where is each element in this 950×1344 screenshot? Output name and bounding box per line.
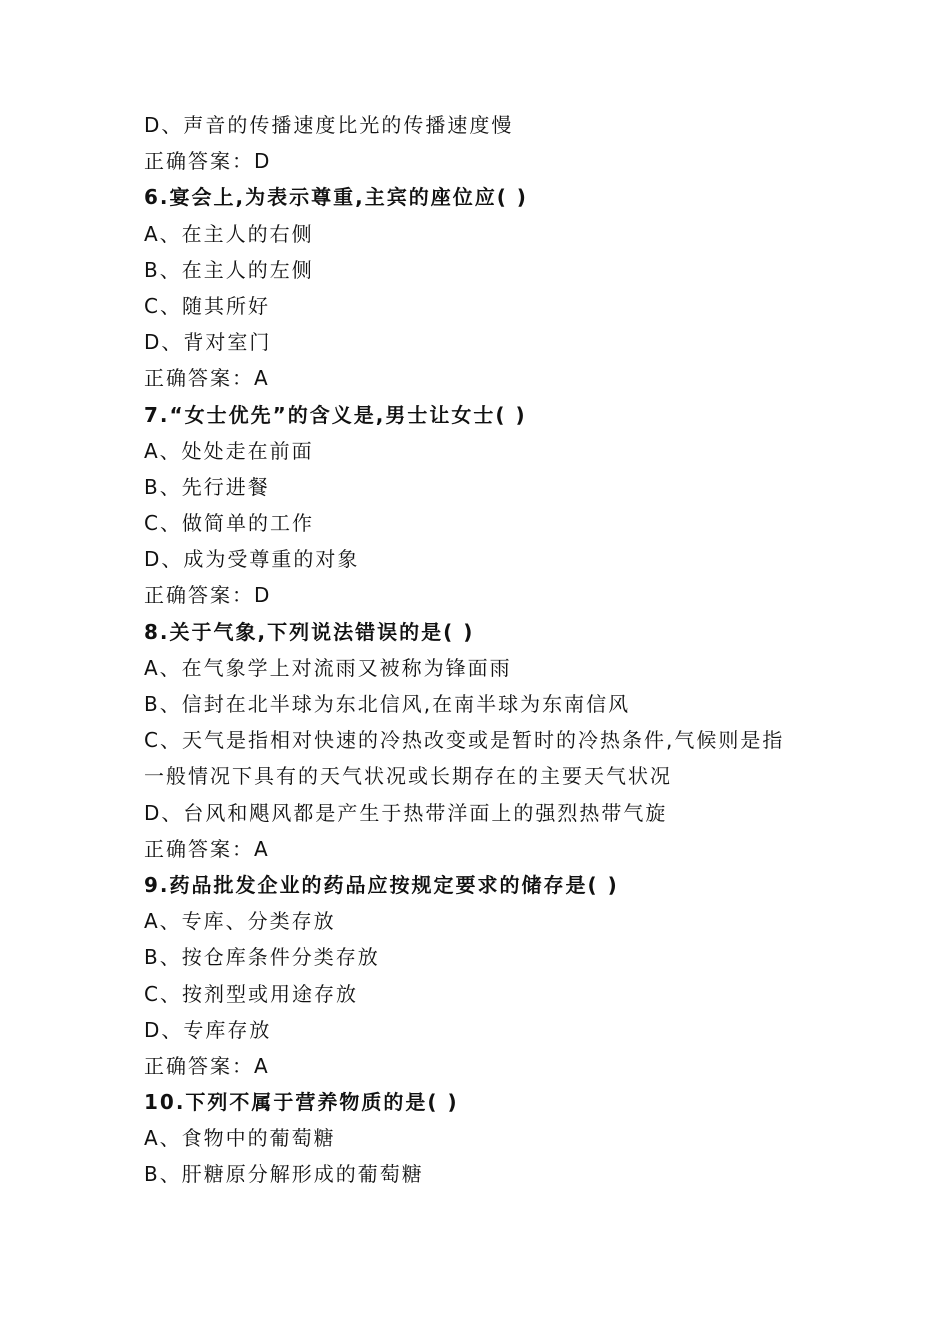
option-line: D、声音的传播速度比光的传播速度慢 — [144, 113, 514, 137]
answer-line: 正确答案：A — [144, 1053, 270, 1078]
option-line: D、成为受尊重的对象 — [144, 547, 360, 572]
option-line: D、台风和飓风都是产生于热带洋面上的强烈热带气旋 — [144, 800, 668, 825]
answer-line: 正确答案：A — [144, 366, 270, 391]
option-line: A、在气象学上对流雨又被称为锋面雨 — [144, 655, 512, 680]
answer-line: 正确答案：A — [144, 836, 270, 861]
answer-line: 正确答案：D — [144, 149, 272, 174]
option-line: A、处处走在前面 — [144, 438, 314, 463]
option-line: B、在主人的左侧 — [144, 257, 314, 282]
option-line: B、先行进餐 — [144, 474, 270, 499]
option-line: C、随其所好 — [144, 293, 270, 318]
option-line: C、天气是指相对快速的冷热改变或是暂时的冷热条件,气候则是指 — [144, 728, 785, 753]
question-line: 10.下列不属于营养物质的是( ) — [144, 1090, 459, 1115]
document-body — [144, 107, 824, 1193]
option-line: A、食物中的葡萄糖 — [144, 1126, 336, 1151]
question-line: 7.“女士优先”的含义是,男士让女士( ) — [144, 402, 527, 427]
option-line: D、专库存放 — [144, 1017, 272, 1042]
option-line: B、信封在北半球为东北信风,在南半球为东南信风 — [144, 692, 631, 716]
option-line: A、专库、分类存放 — [144, 909, 336, 934]
question-line: 8.关于气象,下列说法错误的是( ) — [144, 619, 475, 644]
question-line: 9.药品批发企业的药品应按规定要求的储存是( ) — [144, 872, 619, 897]
option-line: B、肝糖原分解形成的葡萄糖 — [144, 1162, 424, 1187]
question-line: 6.宴会上,为表示尊重,主宾的座位应( ) — [144, 185, 528, 210]
answer-line: 正确答案：D — [144, 583, 272, 608]
option-continuation-line: 一般情况下具有的天气状况或长期存在的主要天气状况 — [144, 764, 672, 789]
option-line: D、背对室门 — [144, 330, 272, 355]
option-line: C、做简单的工作 — [144, 511, 314, 536]
option-line: B、按仓库条件分类存放 — [144, 945, 380, 970]
option-line: A、在主人的右侧 — [144, 221, 314, 246]
option-line: C、按剂型或用途存放 — [144, 981, 358, 1006]
